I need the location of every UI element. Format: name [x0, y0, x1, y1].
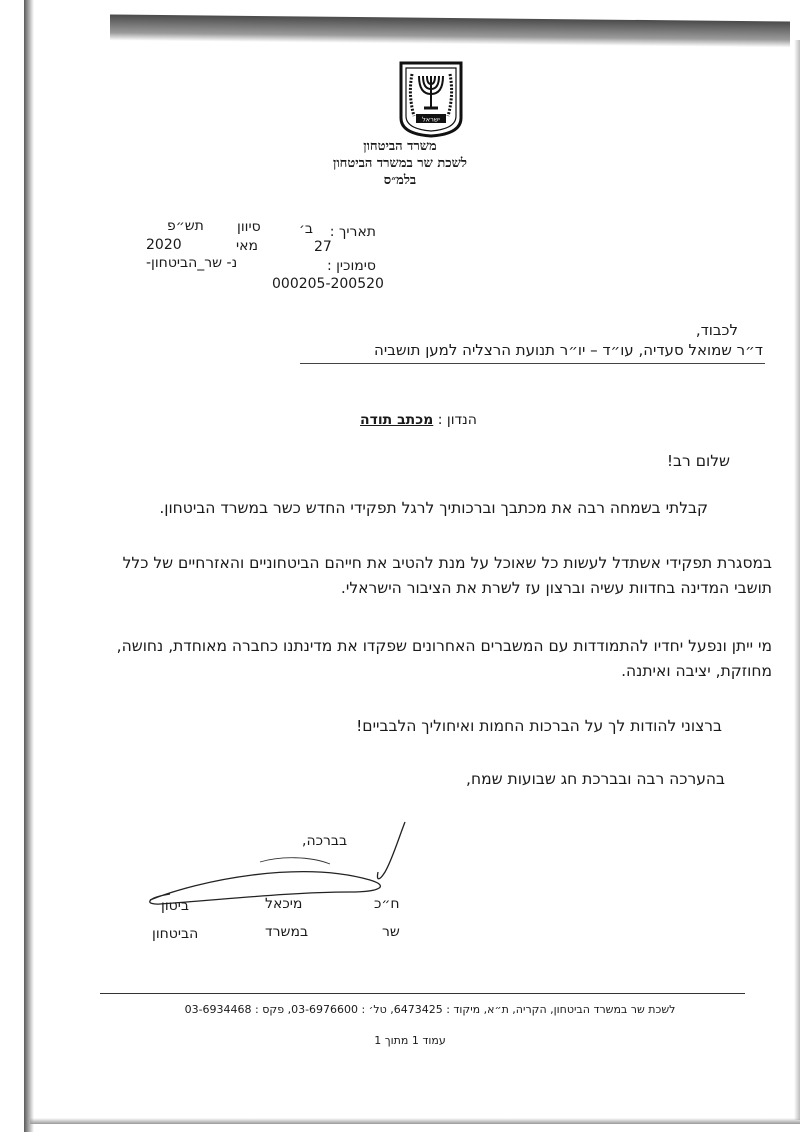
- state-emblem-icon: [398, 60, 464, 138]
- recipient-name: ד״ר שמואל סעדיה, עו״ד – יו״ר תנועת הרצליה למען תושביה: [374, 341, 763, 359]
- subject-line: [360, 412, 477, 428]
- signature-firstname: מיכאל: [265, 896, 303, 912]
- emblem-inscription: ישראל: [422, 115, 440, 124]
- header-classification: בלמ״ס: [383, 173, 417, 188]
- header-ministry: משרד הביטחון: [363, 139, 437, 154]
- signature-in-ministry: במשרד: [265, 924, 309, 940]
- reference-label: סימוכין :: [326, 258, 376, 274]
- greeting: שלום רב!: [666, 452, 730, 470]
- signature-closing: בברכה,: [302, 833, 348, 849]
- salutation-to: לכבוד,: [695, 321, 738, 339]
- footer-divider: [100, 993, 745, 994]
- signature-title: ח״כ: [374, 896, 400, 912]
- header-office: לשכת שר במשרד הביטחון: [333, 156, 467, 171]
- paragraph-2: במסגרת תפקידי אשתדל לעשות כל שאוכל על מנת להטיב את חייהם הביטחוניים והאזרחיים של כלל תושבי המדינה בחדוות עשיה וברצון עז לשרת את הציבור הישראלי.: [122, 554, 772, 597]
- hebrew-day: ב׳: [299, 221, 313, 237]
- date-label: תאריך :: [329, 224, 376, 240]
- signature-role: שר: [382, 924, 400, 940]
- scan-edge-top: [110, 14, 790, 47]
- scan-edge-bottom: [30, 1118, 800, 1124]
- hebrew-year: תש״פ: [167, 218, 204, 234]
- paragraph-4: ברצוני להודות לך על הברכות החמות ואיחוליך הלבביים!: [356, 717, 722, 735]
- paragraph-3: מי ייתן ונפעל יחדיו להתמודדות עם המשברים האחרונים שפקדו את מדינתנו כחברה מאוחדת, נחושה, מחוזקת, יציבה ואיתנה.: [116, 637, 772, 680]
- recipient-underline: [300, 363, 765, 364]
- paragraph-1: קבלתי בשמחה רבה את מכתבך וברכותיך לרגל תפקידי החדש כשר במשרד הביטחון.: [159, 499, 708, 517]
- ministry-header: [300, 138, 500, 189]
- scan-edge-right: [794, 40, 800, 1120]
- gregorian-month: מאי: [236, 238, 258, 254]
- signature-lastname: ביטון: [161, 898, 189, 914]
- hebrew-month: סיוון: [237, 219, 261, 235]
- gregorian-year: 2020: [146, 237, 182, 253]
- reference-number: 000205-200520: [272, 276, 384, 292]
- page-number: עמוד 1 מתוך 1: [374, 1034, 446, 1047]
- paragraph-5: בהערכה רבה ובברכת חג שבועות שמח,: [466, 770, 725, 788]
- reference-value: נ- שר_הביטחון-: [146, 255, 238, 271]
- scan-edge-left: [24, 0, 34, 1132]
- signature-ministry: הביטחון: [152, 926, 199, 942]
- subject-value: מכתב תודה: [360, 412, 434, 428]
- footer-address: לשכת שר במשרד הביטחון, הקריה, ת״א, מיקוד : 6473425, טל׳ : 03-6976600, פקס : 03-6934468: [184, 1003, 676, 1016]
- subject-label: הנדון :: [437, 412, 477, 428]
- gregorian-day: 27: [314, 239, 332, 255]
